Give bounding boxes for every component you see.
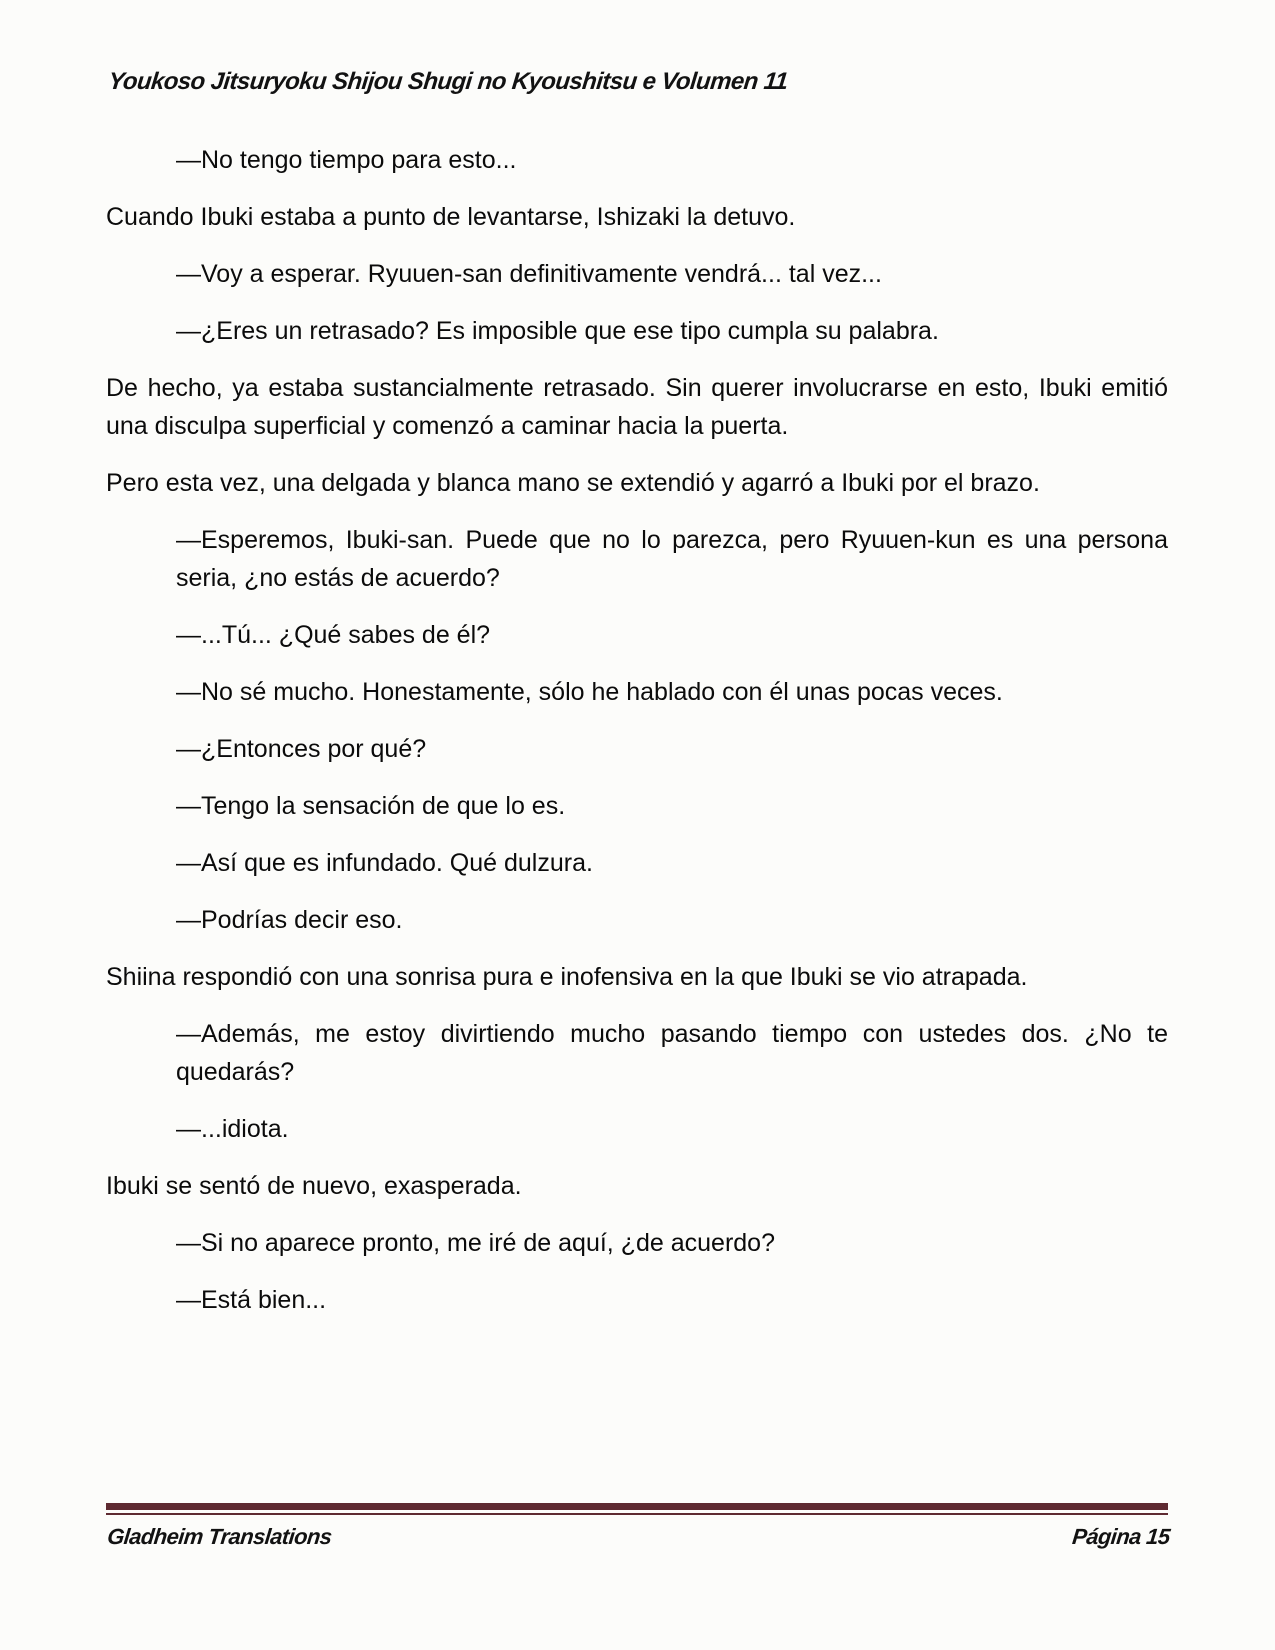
document-body (106, 141, 1168, 1338)
paragraph: —...idiota. (176, 1115, 289, 1143)
paragraph: —Además, me estoy divirtiendo mucho pasando tiempo con ustedes dos. ¿No te quedarás? (176, 1020, 1168, 1086)
paragraph: —No tengo tiempo para esto... (176, 146, 517, 174)
paragraph: Pero esta vez, una delgada y blanca mano se extendió y agarró a Ibuki por el brazo. (106, 469, 1040, 497)
paragraph: —Si no aparece pronto, me iré de aquí, ¿de acuerdo? (176, 1229, 775, 1257)
paragraph: —Voy a esperar. Ryuuen-san definitivamente vendrá... tal vez... (176, 260, 882, 288)
paragraph: —Podrías decir eso. (176, 906, 403, 934)
footer-translator-credit: Gladheim Translations (106, 1524, 333, 1549)
paragraph: Ibuki se sentó de nuevo, exasperada. (106, 1172, 522, 1200)
footer-rule-thick (106, 1503, 1168, 1510)
paragraph: Shiina respondió con una sonrisa pura e inofensiva en la que Ibuki se vio atrapada. (106, 963, 1028, 991)
paragraph: Cuando Ibuki estaba a punto de levantarse, Ishizaki la detuvo. (106, 203, 796, 231)
footer-page-number: Página 15 (1070, 1524, 1171, 1549)
paragraph: —Está bien... (176, 1286, 327, 1314)
paragraph: —Esperemos, Ibuki-san. Puede que no lo parezca, pero Ryuuen-kun es una persona seria, ¿no estás de acuerdo? (176, 526, 1168, 592)
page-footer (106, 1503, 1171, 1550)
paragraph: —¿Eres un retrasado? Es imposible que ese tipo cumpla su palabra. (176, 317, 939, 345)
footer-rule-thin (106, 1513, 1168, 1515)
page-header-title: Youkoso Jitsuryoku Shijou Shugi no Kyoushitsu e Volumen 11 (107, 68, 790, 95)
paragraph: —Tengo la sensación de que lo es. (176, 792, 566, 820)
paragraph: —Así que es infundado. Qué dulzura. (176, 849, 593, 877)
paragraph: —¿Entonces por qué? (176, 735, 427, 763)
paragraph: —No sé mucho. Honestamente, sólo he hablado con él unas pocas veces. (176, 678, 1003, 706)
paragraph: De hecho, ya estaba sustancialmente retrasado. Sin querer involucrarse en esto, Ibuki emitió una disculpa superficial y comenzó a caminar hacia la puerta. (106, 374, 1168, 440)
paragraph: —...Tú... ¿Qué sabes de él? (176, 621, 491, 649)
page-header (107, 68, 1170, 96)
